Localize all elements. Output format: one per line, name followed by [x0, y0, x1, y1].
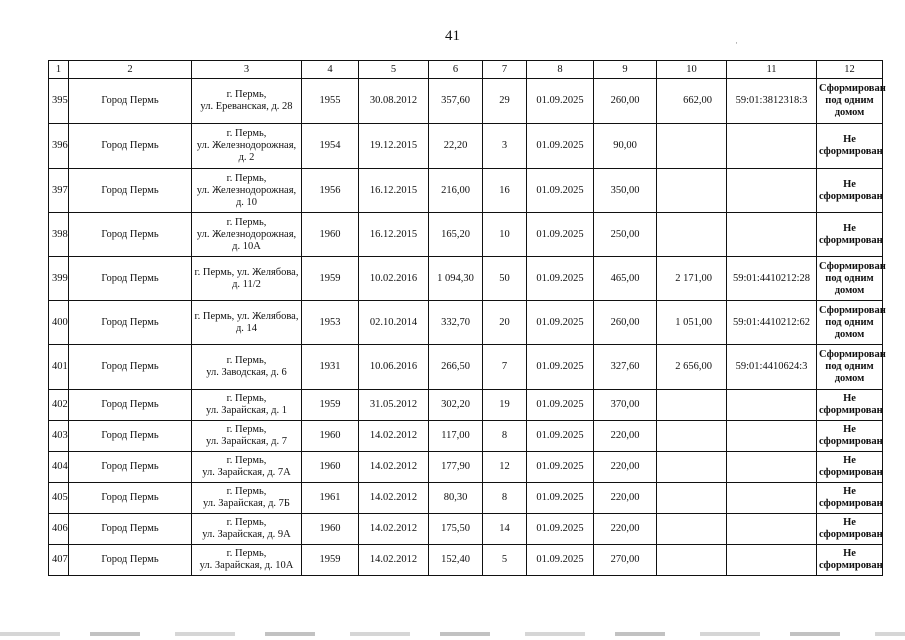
column9-cell: 250,00: [594, 213, 657, 257]
people-cell: 10: [483, 213, 527, 257]
year-cell: 1959: [302, 257, 359, 301]
start-date-cell: 01.09.2025: [527, 169, 594, 213]
column-header: 11: [727, 61, 817, 79]
land-status-cell-line: сформирован: [819, 467, 883, 478]
year-cell: 1960: [302, 213, 359, 257]
area-cell: 266,50: [429, 345, 483, 390]
date-cell: 19.12.2015: [359, 124, 429, 169]
date-cell: 16.12.2015: [359, 169, 429, 213]
address-cell-line: г. Пермь,: [226, 355, 267, 366]
area-cell: 22,20: [429, 124, 483, 169]
address-cell-line: г. Пермь,: [226, 393, 267, 404]
land-status-cell-line: сформирован: [819, 146, 883, 157]
row-number: 407: [49, 545, 69, 576]
start-date-cell: 01.09.2025: [527, 79, 594, 124]
land-status-cell-line: домом: [834, 107, 865, 118]
land-area-cell: [657, 169, 727, 213]
land-status-cell: [817, 452, 883, 483]
land-area-cell: [657, 124, 727, 169]
column9-cell: 465,00: [594, 257, 657, 301]
start-date-cell: 01.09.2025: [527, 345, 594, 390]
land-status-cell: [817, 301, 886, 345]
column-header: 9: [594, 61, 657, 79]
year-cell: 1959: [302, 545, 359, 576]
start-date-cell: 01.09.2025: [527, 545, 594, 576]
address-cell-line: г. Пермь,: [226, 128, 267, 139]
land-status-cell: [817, 483, 883, 514]
cadastral-number-cell: [727, 545, 817, 576]
row-number: 406: [49, 514, 69, 545]
cadastral-number-cell: [727, 514, 817, 545]
address-cell: [192, 345, 302, 390]
scan-artifact-line: [0, 632, 905, 636]
people-cell: 29: [483, 79, 527, 124]
people-cell: 12: [483, 452, 527, 483]
column-header: 1: [49, 61, 69, 79]
address-cell-line: г. Пермь,: [226, 548, 267, 559]
land-status-cell-line: Не: [843, 222, 856, 234]
start-date-cell: 01.09.2025: [527, 452, 594, 483]
land-status-cell-line: Не: [843, 517, 856, 528]
land-area-cell: [657, 514, 727, 545]
address-cell-line: ул. Зарайская, д. 7: [206, 436, 287, 447]
start-date-cell: 01.09.2025: [527, 483, 594, 514]
settlement-cell: Город Пермь: [69, 390, 192, 421]
address-cell-line: г. Пермь,: [226, 455, 267, 466]
land-status-cell-line: под одним: [825, 272, 874, 284]
settlement-cell: Город Пермь: [69, 257, 192, 301]
land-status-cell-line: Не: [843, 134, 856, 145]
date-cell: 31.05.2012: [359, 390, 429, 421]
row-number: 398: [49, 213, 69, 257]
land-status-cell-line: Сформирован: [819, 260, 886, 272]
cadastral-number-cell: [727, 421, 817, 452]
people-cell: 20: [483, 301, 527, 345]
address-cell-line: ул. Зарайская, д. 9А: [202, 529, 291, 540]
address-cell-line: д. 10: [235, 196, 258, 208]
people-cell: 50: [483, 257, 527, 301]
address-cell: [192, 483, 302, 514]
row-number: 404: [49, 452, 69, 483]
table-row: [49, 545, 883, 576]
land-status-cell-line: домом: [834, 328, 865, 340]
land-area-cell: [657, 452, 727, 483]
land-status-cell-line: Сформирован: [819, 83, 886, 94]
row-number: 403: [49, 421, 69, 452]
land-status-cell: [817, 257, 886, 301]
land-area-cell: [657, 483, 727, 514]
land-status-cell-line: сформирован: [819, 405, 883, 416]
table-row: [49, 213, 883, 257]
land-area-cell: [657, 421, 727, 452]
table-row: [49, 514, 883, 545]
people-cell: 5: [483, 545, 527, 576]
address-cell-line: ул. Железнодорожная,: [196, 228, 297, 240]
people-cell: 8: [483, 483, 527, 514]
address-cell-line: д. 14: [235, 322, 258, 334]
address-cell-line: ул. Ереванская, д. 28: [200, 101, 293, 112]
year-cell: 1931: [302, 345, 359, 390]
people-cell: 3: [483, 124, 527, 169]
page-number: 41: [445, 28, 460, 44]
header-row: [49, 61, 883, 79]
column9-cell: 220,00: [594, 452, 657, 483]
area-cell: 165,20: [429, 213, 483, 257]
land-area-cell: [657, 213, 727, 257]
people-cell: 8: [483, 421, 527, 452]
date-cell: 14.02.2012: [359, 514, 429, 545]
row-number: 400: [49, 301, 69, 345]
land-status-cell: [817, 390, 883, 421]
settlement-cell: Город Пермь: [69, 514, 192, 545]
table-row: [49, 390, 883, 421]
cadastral-number-cell: [727, 390, 817, 421]
address-cell-line: д. 2: [238, 152, 255, 163]
land-status-cell-line: сформирован: [819, 498, 883, 509]
date-cell: 14.02.2012: [359, 483, 429, 514]
people-cell: 7: [483, 345, 527, 390]
area-cell: 117,00: [429, 421, 483, 452]
column9-cell: 260,00: [594, 301, 657, 345]
row-number: 395: [49, 79, 69, 124]
land-status-cell: [817, 345, 886, 390]
address-cell: [192, 452, 302, 483]
housing-registry-table: [48, 60, 886, 576]
column-header: 8: [527, 61, 594, 79]
start-date-cell: 01.09.2025: [527, 421, 594, 452]
column9-cell: 220,00: [594, 421, 657, 452]
address-cell-line: г. Пермь,: [226, 486, 267, 497]
row-number: 396: [49, 124, 69, 169]
year-cell: 1960: [302, 421, 359, 452]
address-cell: [192, 79, 302, 124]
land-status-cell-line: сформирован: [819, 560, 883, 571]
row-number: 397: [49, 169, 69, 213]
start-date-cell: 01.09.2025: [527, 390, 594, 421]
start-date-cell: 01.09.2025: [527, 514, 594, 545]
table-row: [49, 452, 883, 483]
cadastral-number-cell: 59:01:4410212:62: [727, 301, 817, 345]
land-status-cell-line: Сформирован: [819, 349, 886, 360]
cadastral-number-cell: 59:01:4410212:28: [727, 257, 817, 301]
land-status-cell-line: Не: [843, 548, 856, 559]
year-cell: 1961: [302, 483, 359, 514]
land-status-cell-line: сформирован: [819, 436, 883, 447]
column9-cell: 220,00: [594, 514, 657, 545]
column-header: 5: [359, 61, 429, 79]
land-status-cell-line: сформирован: [819, 234, 883, 246]
cadastral-number-cell: [727, 124, 817, 169]
column-header: 2: [69, 61, 192, 79]
start-date-cell: 01.09.2025: [527, 124, 594, 169]
area-cell: 216,00: [429, 169, 483, 213]
address-cell: [192, 213, 302, 257]
address-cell: [192, 257, 302, 301]
table-row: [49, 345, 883, 390]
year-cell: 1960: [302, 452, 359, 483]
land-status-cell-line: Не: [843, 178, 856, 190]
land-area-cell: [657, 545, 727, 576]
area-cell: 152,40: [429, 545, 483, 576]
address-cell-line: ул. Заводская, д. 6: [206, 367, 287, 378]
address-cell-line: г. Пермь, ул. Желябова,: [194, 310, 299, 322]
column-header: 10: [657, 61, 727, 79]
table-row: [49, 124, 883, 169]
column9-cell: 270,00: [594, 545, 657, 576]
land-area-cell: [657, 390, 727, 421]
column9-cell: 220,00: [594, 483, 657, 514]
column-header: 7: [483, 61, 527, 79]
row-number: 402: [49, 390, 69, 421]
address-cell-line: ул. Железнодорожная,: [196, 184, 297, 196]
date-cell: 10.06.2016: [359, 345, 429, 390]
scan-speck: ·: [735, 38, 738, 48]
land-status-cell: [817, 124, 883, 169]
area-cell: 177,90: [429, 452, 483, 483]
date-cell: 14.02.2012: [359, 545, 429, 576]
column-header: 12: [817, 61, 883, 79]
address-cell-line: ул. Железнодорожная,: [196, 140, 297, 151]
address-cell-line: ул. Зарайская, д. 10А: [199, 560, 294, 571]
column9-cell: 350,00: [594, 169, 657, 213]
date-cell: 14.02.2012: [359, 421, 429, 452]
date-cell: 10.02.2016: [359, 257, 429, 301]
land-status-cell-line: под одним: [825, 316, 874, 328]
area-cell: 302,20: [429, 390, 483, 421]
table-row: [49, 301, 883, 345]
land-status-cell-line: домом: [834, 373, 865, 384]
settlement-cell: Город Пермь: [69, 301, 192, 345]
column9-cell: 90,00: [594, 124, 657, 169]
start-date-cell: 01.09.2025: [527, 257, 594, 301]
address-cell-line: г. Пермь,: [226, 424, 267, 435]
start-date-cell: 01.09.2025: [527, 213, 594, 257]
column-header: 4: [302, 61, 359, 79]
land-status-cell-line: Сформирован: [819, 304, 886, 316]
address-cell: [192, 390, 302, 421]
date-cell: 30.08.2012: [359, 79, 429, 124]
land-area-cell: 2 171,00: [657, 257, 727, 301]
date-cell: 14.02.2012: [359, 452, 429, 483]
settlement-cell: Город Пермь: [69, 452, 192, 483]
land-status-cell-line: Не: [843, 455, 856, 466]
address-cell: [192, 421, 302, 452]
address-cell: [192, 301, 302, 345]
table-row: [49, 421, 883, 452]
start-date-cell: 01.09.2025: [527, 301, 594, 345]
land-area-cell: 662,00: [657, 79, 727, 124]
address-cell-line: ул. Зарайская, д. 7А: [202, 467, 291, 478]
settlement-cell: Город Пермь: [69, 169, 192, 213]
area-cell: 332,70: [429, 301, 483, 345]
column9-cell: 327,60: [594, 345, 657, 390]
address-cell-line: г. Пермь,: [226, 216, 267, 228]
address-cell: [192, 169, 302, 213]
cadastral-number-cell: 59:01:4410624:3: [727, 345, 817, 390]
address-cell-line: ул. Зарайская, д. 7Б: [203, 498, 290, 509]
people-cell: 19: [483, 390, 527, 421]
row-number: 405: [49, 483, 69, 514]
land-status-cell: [817, 169, 883, 213]
table-row: [49, 483, 883, 514]
year-cell: 1959: [302, 390, 359, 421]
area-cell: 1 094,30: [429, 257, 483, 301]
date-cell: 02.10.2014: [359, 301, 429, 345]
table-row: [49, 79, 883, 124]
land-status-cell-line: Не: [843, 393, 856, 404]
land-status-cell-line: сформирован: [819, 529, 883, 540]
settlement-cell: Город Пермь: [69, 483, 192, 514]
address-cell-line: г. Пермь,: [226, 517, 267, 528]
land-status-cell: [817, 514, 883, 545]
address-cell-line: ул. Зарайская, д. 1: [206, 405, 287, 416]
area-cell: 80,30: [429, 483, 483, 514]
cadastral-number-cell: [727, 452, 817, 483]
area-cell: 175,50: [429, 514, 483, 545]
land-status-cell-line: сформирован: [819, 190, 883, 202]
column-header: 3: [192, 61, 302, 79]
row-number: 399: [49, 257, 69, 301]
year-cell: 1953: [302, 301, 359, 345]
address-cell-line: г. Пермь, ул. Желябова,: [194, 266, 299, 278]
address-cell: [192, 514, 302, 545]
people-cell: 14: [483, 514, 527, 545]
cadastral-number-cell: [727, 169, 817, 213]
column9-cell: 260,00: [594, 79, 657, 124]
area-cell: 357,60: [429, 79, 483, 124]
land-status-cell-line: Не: [843, 424, 856, 435]
settlement-cell: Город Пермь: [69, 213, 192, 257]
settlement-cell: Город Пермь: [69, 124, 192, 169]
cadastral-number-cell: 59:01:3812318:3: [727, 79, 817, 124]
address-cell: [192, 124, 302, 169]
land-status-cell-line: домом: [834, 284, 865, 296]
land-status-cell: [817, 421, 883, 452]
settlement-cell: Город Пермь: [69, 421, 192, 452]
people-cell: 16: [483, 169, 527, 213]
date-cell: 16.12.2015: [359, 213, 429, 257]
column-header: 6: [429, 61, 483, 79]
address-cell-line: г. Пермь,: [226, 172, 267, 184]
row-number: 401: [49, 345, 69, 390]
land-status-cell: [817, 79, 886, 124]
address-cell-line: г. Пермь,: [226, 89, 267, 100]
year-cell: 1960: [302, 514, 359, 545]
settlement-cell: Город Пермь: [69, 545, 192, 576]
address-cell-line: д. 11/2: [232, 278, 261, 290]
land-area-cell: 2 656,00: [657, 345, 727, 390]
land-status-cell-line: под одним: [825, 361, 874, 372]
address-cell: [192, 545, 302, 576]
table-row: [49, 169, 883, 213]
land-status-cell: [817, 545, 883, 576]
table-row: [49, 257, 883, 301]
settlement-cell: Город Пермь: [69, 345, 192, 390]
year-cell: 1955: [302, 79, 359, 124]
column9-cell: 370,00: [594, 390, 657, 421]
year-cell: 1954: [302, 124, 359, 169]
settlement-cell: Город Пермь: [69, 79, 192, 124]
year-cell: 1956: [302, 169, 359, 213]
cadastral-number-cell: [727, 483, 817, 514]
land-area-cell: 1 051,00: [657, 301, 727, 345]
cadastral-number-cell: [727, 213, 817, 257]
address-cell-line: д. 10А: [232, 240, 261, 252]
land-status-cell-line: под одним: [825, 95, 874, 106]
land-status-cell: [817, 213, 883, 257]
land-status-cell-line: Не: [843, 486, 856, 497]
